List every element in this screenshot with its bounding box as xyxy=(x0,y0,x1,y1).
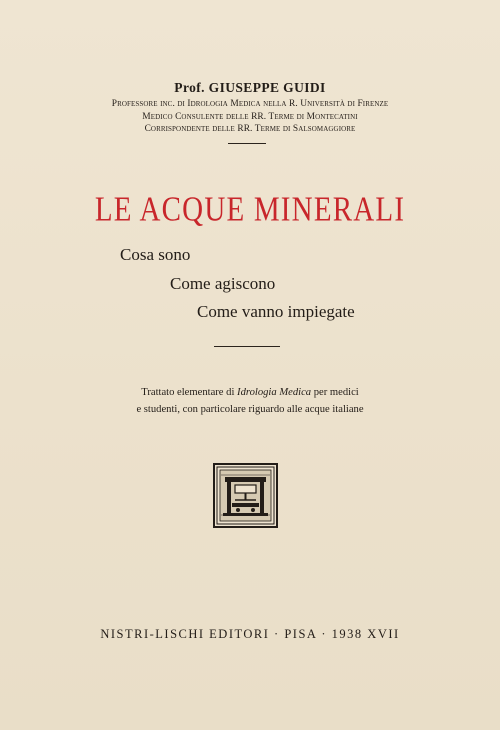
subtitle-line: Cosa sono xyxy=(120,245,191,264)
short-divider xyxy=(228,143,266,144)
subtitle-line: Come vanno impiegate xyxy=(197,302,355,321)
divider-rule xyxy=(214,346,280,347)
subtitle-line: Come agiscono xyxy=(170,274,276,293)
author-name: Prof. GIUSEPPE GUIDI xyxy=(174,80,326,95)
book-title: LE ACQUE MINERALI xyxy=(94,190,406,230)
credential-line: Medico Consulente delle RR. Terme di Montecatini xyxy=(142,111,358,122)
printing-press-emblem-icon xyxy=(213,463,278,528)
credential-line: Professore inc. di Idrologia Medica nella R. Università di Firenze xyxy=(111,99,389,109)
author-credentials xyxy=(0,98,500,136)
credential-line: Corrispondente delle RR. Terme di Salsomaggiore xyxy=(144,124,356,135)
description-line: Trattato elementare di Idrologia Medica per medici xyxy=(141,387,359,398)
publisher-imprint: NISTRI-LISCHI EDITORI · PISA · 1938 XVII xyxy=(100,627,400,641)
description-line: e studenti, con particolare riguardo alle acque italiane xyxy=(136,404,364,415)
description xyxy=(0,384,500,418)
